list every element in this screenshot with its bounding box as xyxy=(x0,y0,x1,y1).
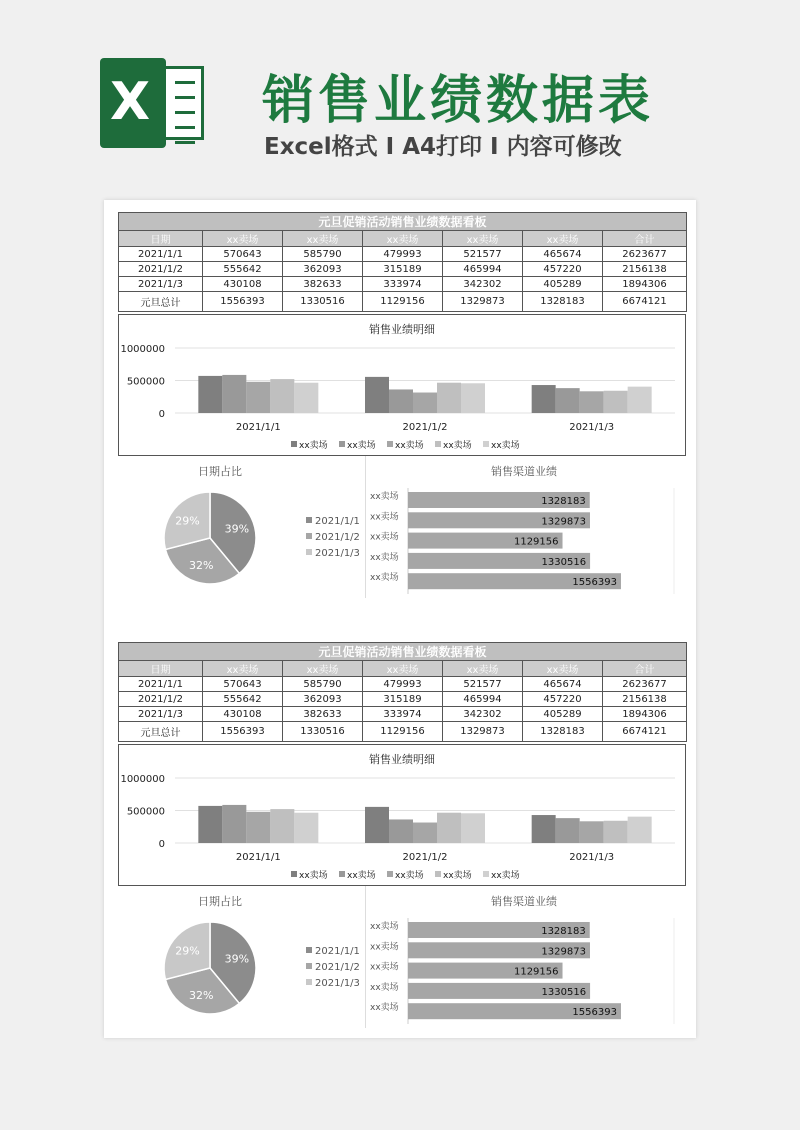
table-cell: 457220 xyxy=(523,262,603,277)
spreadsheet-page xyxy=(104,200,696,1038)
bar xyxy=(604,821,628,843)
pie-label: 29% xyxy=(175,514,200,528)
table-cell: 382633 xyxy=(283,707,363,722)
bar xyxy=(246,812,270,843)
table-cell: 342302 xyxy=(443,277,523,292)
table-cell: 382633 xyxy=(283,277,363,292)
y-tick-label: 0 xyxy=(158,409,165,420)
table-cell: 333974 xyxy=(363,277,443,292)
column-header: xx卖场 xyxy=(523,231,603,247)
table-cell: 430108 xyxy=(203,277,283,292)
pie-label: 29% xyxy=(175,944,200,958)
channel-value: 1129156 xyxy=(513,536,559,548)
column-header: 合计 xyxy=(603,231,687,247)
page-subtitle: Excel格式 I A4打印 I 内容可修改 xyxy=(264,134,622,160)
channel-value: 1329873 xyxy=(541,516,586,528)
legend-swatch xyxy=(291,871,297,877)
legend-label: xx卖场 xyxy=(491,441,520,451)
page-header xyxy=(0,0,800,200)
sales-table xyxy=(118,642,686,742)
channel-bar-chart xyxy=(366,456,686,598)
logo-letter: X xyxy=(110,72,151,132)
bar-chart xyxy=(118,744,686,886)
y-tick-label: 1000000 xyxy=(120,344,165,355)
table-cell: 570643 xyxy=(203,677,283,692)
legend-swatch xyxy=(291,441,297,447)
channel-chart-svg xyxy=(366,886,686,1028)
sales-table xyxy=(118,212,686,312)
bar xyxy=(270,379,294,413)
pie-chart-svg xyxy=(118,456,364,598)
legend-label: xx卖场 xyxy=(299,441,328,451)
bar xyxy=(270,809,294,843)
bar xyxy=(628,387,652,413)
x-tick-label: 2021/1/3 xyxy=(569,852,615,863)
table-cell: 2021/1/1 xyxy=(119,247,203,262)
pie-legend-label: 2021/1/2 xyxy=(315,962,360,973)
channel-value: 1556393 xyxy=(572,1007,617,1019)
pie-legend-swatch xyxy=(306,963,312,969)
table-cell: 430108 xyxy=(203,707,283,722)
bar xyxy=(365,807,389,843)
pie-chart-title: 日期占比 xyxy=(198,465,242,478)
pie-label: 32% xyxy=(188,989,214,1003)
channel-chart-svg xyxy=(366,456,686,598)
bar xyxy=(461,813,485,843)
pie-legend-swatch xyxy=(306,549,312,555)
x-tick-label: 2021/1/1 xyxy=(235,422,281,433)
pie-label: 39% xyxy=(224,522,250,536)
bar-chart xyxy=(118,314,686,456)
total-cell: 1129156 xyxy=(363,722,443,742)
y-tick-label: 0 xyxy=(158,839,165,850)
legend-label: xx卖场 xyxy=(443,871,472,881)
bar xyxy=(389,389,413,413)
table-cell: 2021/1/1 xyxy=(119,677,203,692)
bar xyxy=(198,806,222,843)
table-cell: 2021/1/3 xyxy=(119,277,203,292)
bar xyxy=(222,375,246,413)
logo-badge xyxy=(100,58,166,148)
column-header: xx卖场 xyxy=(363,661,443,677)
total-cell: 1328183 xyxy=(523,292,603,312)
pie-legend-label: 2021/1/3 xyxy=(315,548,360,559)
table-cell: 521577 xyxy=(443,247,523,262)
x-tick-label: 2021/1/2 xyxy=(402,422,448,433)
total-cell: 1556393 xyxy=(203,292,283,312)
total-cell: 1329873 xyxy=(443,722,523,742)
channel-value: 1129156 xyxy=(513,966,559,978)
table-cell: 465674 xyxy=(523,677,603,692)
pie-legend-swatch xyxy=(306,979,312,985)
table-cell: 2156138 xyxy=(603,692,687,707)
bar xyxy=(365,377,389,413)
total-cell: 6674121 xyxy=(603,292,687,312)
bar xyxy=(532,385,556,413)
bar xyxy=(556,818,580,843)
y-tick-label: 1000000 xyxy=(120,774,165,785)
bar xyxy=(389,819,413,843)
legend-label: xx卖场 xyxy=(395,871,424,881)
table-cell: 555642 xyxy=(203,262,283,277)
total-cell: 1556393 xyxy=(203,722,283,742)
table-row xyxy=(119,262,687,277)
x-tick-label: 2021/1/3 xyxy=(569,422,615,433)
table-row xyxy=(119,707,687,722)
table-cell: 465674 xyxy=(523,247,603,262)
table-cell: 585790 xyxy=(283,677,363,692)
total-row xyxy=(119,292,687,312)
bar xyxy=(413,823,437,843)
channel-value: 1330516 xyxy=(541,986,587,998)
table-cell: 2156138 xyxy=(603,262,687,277)
pie-chart-svg xyxy=(118,886,364,1028)
pie-label: 39% xyxy=(224,952,250,966)
legend-swatch xyxy=(435,441,441,447)
total-cell: 1328183 xyxy=(523,722,603,742)
total-cell: 1129156 xyxy=(363,292,443,312)
page-title: 销售业绩数据表 xyxy=(262,71,655,131)
bar xyxy=(461,383,485,413)
bar xyxy=(437,383,461,413)
bar xyxy=(413,393,437,413)
bar xyxy=(532,815,556,843)
pie-chart xyxy=(118,456,366,598)
legend-swatch xyxy=(435,871,441,877)
channel-label: xx卖场 xyxy=(370,942,399,953)
bar-chart-title: 销售业绩明细 xyxy=(369,323,435,336)
pie-label: 32% xyxy=(188,559,214,573)
table-cell: 315189 xyxy=(363,262,443,277)
channel-value: 1330516 xyxy=(541,556,587,568)
table-cell: 405289 xyxy=(523,277,603,292)
y-tick-label: 500000 xyxy=(126,806,165,818)
legend-swatch xyxy=(483,441,489,447)
x-tick-label: 2021/1/2 xyxy=(402,852,448,863)
table-row xyxy=(119,247,687,262)
table-title: 元旦促销活动销售业绩数据看板 xyxy=(119,643,687,661)
table-cell: 362093 xyxy=(283,692,363,707)
table-row xyxy=(119,692,687,707)
legend-swatch xyxy=(387,441,393,447)
bar xyxy=(198,376,222,413)
legend-label: xx卖场 xyxy=(491,871,520,881)
channel-label: xx卖场 xyxy=(370,573,399,584)
pie-legend-swatch xyxy=(306,517,312,523)
table-cell: 479993 xyxy=(363,677,443,692)
data-table xyxy=(118,642,687,742)
channel-label: xx卖场 xyxy=(370,552,399,563)
legend-label: xx卖场 xyxy=(299,871,328,881)
channel-chart-title: 销售渠道业绩 xyxy=(491,895,557,908)
channel-label: xx卖场 xyxy=(370,922,399,932)
column-header: 合计 xyxy=(603,661,687,677)
legend-label: xx卖场 xyxy=(443,441,472,451)
y-tick-label: 500000 xyxy=(126,376,165,388)
pie-legend-swatch xyxy=(306,947,312,953)
column-header: 日期 xyxy=(119,231,203,247)
channel-chart-title: 销售渠道业绩 xyxy=(491,465,557,478)
channel-label: xx卖场 xyxy=(370,1003,399,1014)
pie-legend-label: 2021/1/2 xyxy=(315,532,360,543)
table-cell: 465994 xyxy=(443,692,523,707)
total-cell: 元旦总计 xyxy=(119,292,203,312)
pie-legend-label: 2021/1/1 xyxy=(315,946,360,957)
channel-label: xx卖场 xyxy=(370,962,399,973)
table-cell: 2021/1/2 xyxy=(119,262,203,277)
data-table xyxy=(118,212,687,312)
table-cell: 2623677 xyxy=(603,247,687,262)
table-row xyxy=(119,677,687,692)
legend-swatch xyxy=(339,871,345,877)
table-cell: 362093 xyxy=(283,262,363,277)
table-cell: 1894306 xyxy=(603,277,687,292)
channel-value: 1556393 xyxy=(572,577,617,589)
total-cell: 6674121 xyxy=(603,722,687,742)
bar xyxy=(294,383,318,413)
table-cell: 585790 xyxy=(283,247,363,262)
table-row xyxy=(119,277,687,292)
column-header: xx卖场 xyxy=(523,661,603,677)
column-header: xx卖场 xyxy=(283,661,363,677)
bar xyxy=(437,813,461,843)
bar-chart-svg xyxy=(119,315,685,455)
channel-label: xx卖场 xyxy=(370,492,399,502)
legend-label: xx卖场 xyxy=(395,441,424,451)
column-header: xx卖场 xyxy=(443,661,523,677)
pie-chart xyxy=(118,886,366,1028)
table-cell: 2021/1/3 xyxy=(119,707,203,722)
table-cell: 315189 xyxy=(363,692,443,707)
table-title: 元旦促销活动销售业绩数据看板 xyxy=(119,213,687,231)
total-cell: 1330516 xyxy=(283,722,363,742)
legend-swatch xyxy=(387,871,393,877)
legend-label: xx卖场 xyxy=(347,871,376,881)
bar xyxy=(556,388,580,413)
bar xyxy=(294,813,318,843)
bar xyxy=(246,382,270,413)
channel-label: xx卖场 xyxy=(370,532,399,543)
total-cell: 1329873 xyxy=(443,292,523,312)
column-header: xx卖场 xyxy=(443,231,523,247)
bar-chart-title: 销售业绩明细 xyxy=(369,753,435,766)
excel-logo-icon xyxy=(100,58,204,148)
legend-swatch xyxy=(339,441,345,447)
channel-value: 1328183 xyxy=(541,496,586,507)
channel-label: xx卖场 xyxy=(370,982,399,993)
x-tick-label: 2021/1/1 xyxy=(235,852,281,863)
channel-value: 1329873 xyxy=(541,946,586,958)
bar xyxy=(580,821,604,843)
pie-legend-label: 2021/1/1 xyxy=(315,516,360,527)
bar-chart-svg xyxy=(119,745,685,885)
table-cell: 521577 xyxy=(443,677,523,692)
column-header: xx卖场 xyxy=(363,231,443,247)
table-cell: 2623677 xyxy=(603,677,687,692)
total-cell: 元旦总计 xyxy=(119,722,203,742)
channel-label: xx卖场 xyxy=(370,512,399,523)
table-cell: 2021/1/2 xyxy=(119,692,203,707)
bar xyxy=(580,391,604,413)
pie-chart-title: 日期占比 xyxy=(198,895,242,908)
table-cell: 1894306 xyxy=(603,707,687,722)
column-header: xx卖场 xyxy=(283,231,363,247)
table-cell: 465994 xyxy=(443,262,523,277)
pie-legend-swatch xyxy=(306,533,312,539)
table-cell: 479993 xyxy=(363,247,443,262)
channel-bar-chart xyxy=(366,886,686,1028)
table-cell: 405289 xyxy=(523,707,603,722)
column-header: xx卖场 xyxy=(203,661,283,677)
table-cell: 555642 xyxy=(203,692,283,707)
table-cell: 570643 xyxy=(203,247,283,262)
column-header: xx卖场 xyxy=(203,231,283,247)
column-header: 日期 xyxy=(119,661,203,677)
legend-label: xx卖场 xyxy=(347,441,376,451)
bar xyxy=(604,391,628,413)
bar xyxy=(222,805,246,843)
table-cell: 333974 xyxy=(363,707,443,722)
total-cell: 1330516 xyxy=(283,292,363,312)
table-cell: 342302 xyxy=(443,707,523,722)
legend-swatch xyxy=(483,871,489,877)
channel-value: 1328183 xyxy=(541,926,586,937)
pie-legend-label: 2021/1/3 xyxy=(315,978,360,989)
bar xyxy=(628,817,652,843)
table-cell: 457220 xyxy=(523,692,603,707)
total-row xyxy=(119,722,687,742)
